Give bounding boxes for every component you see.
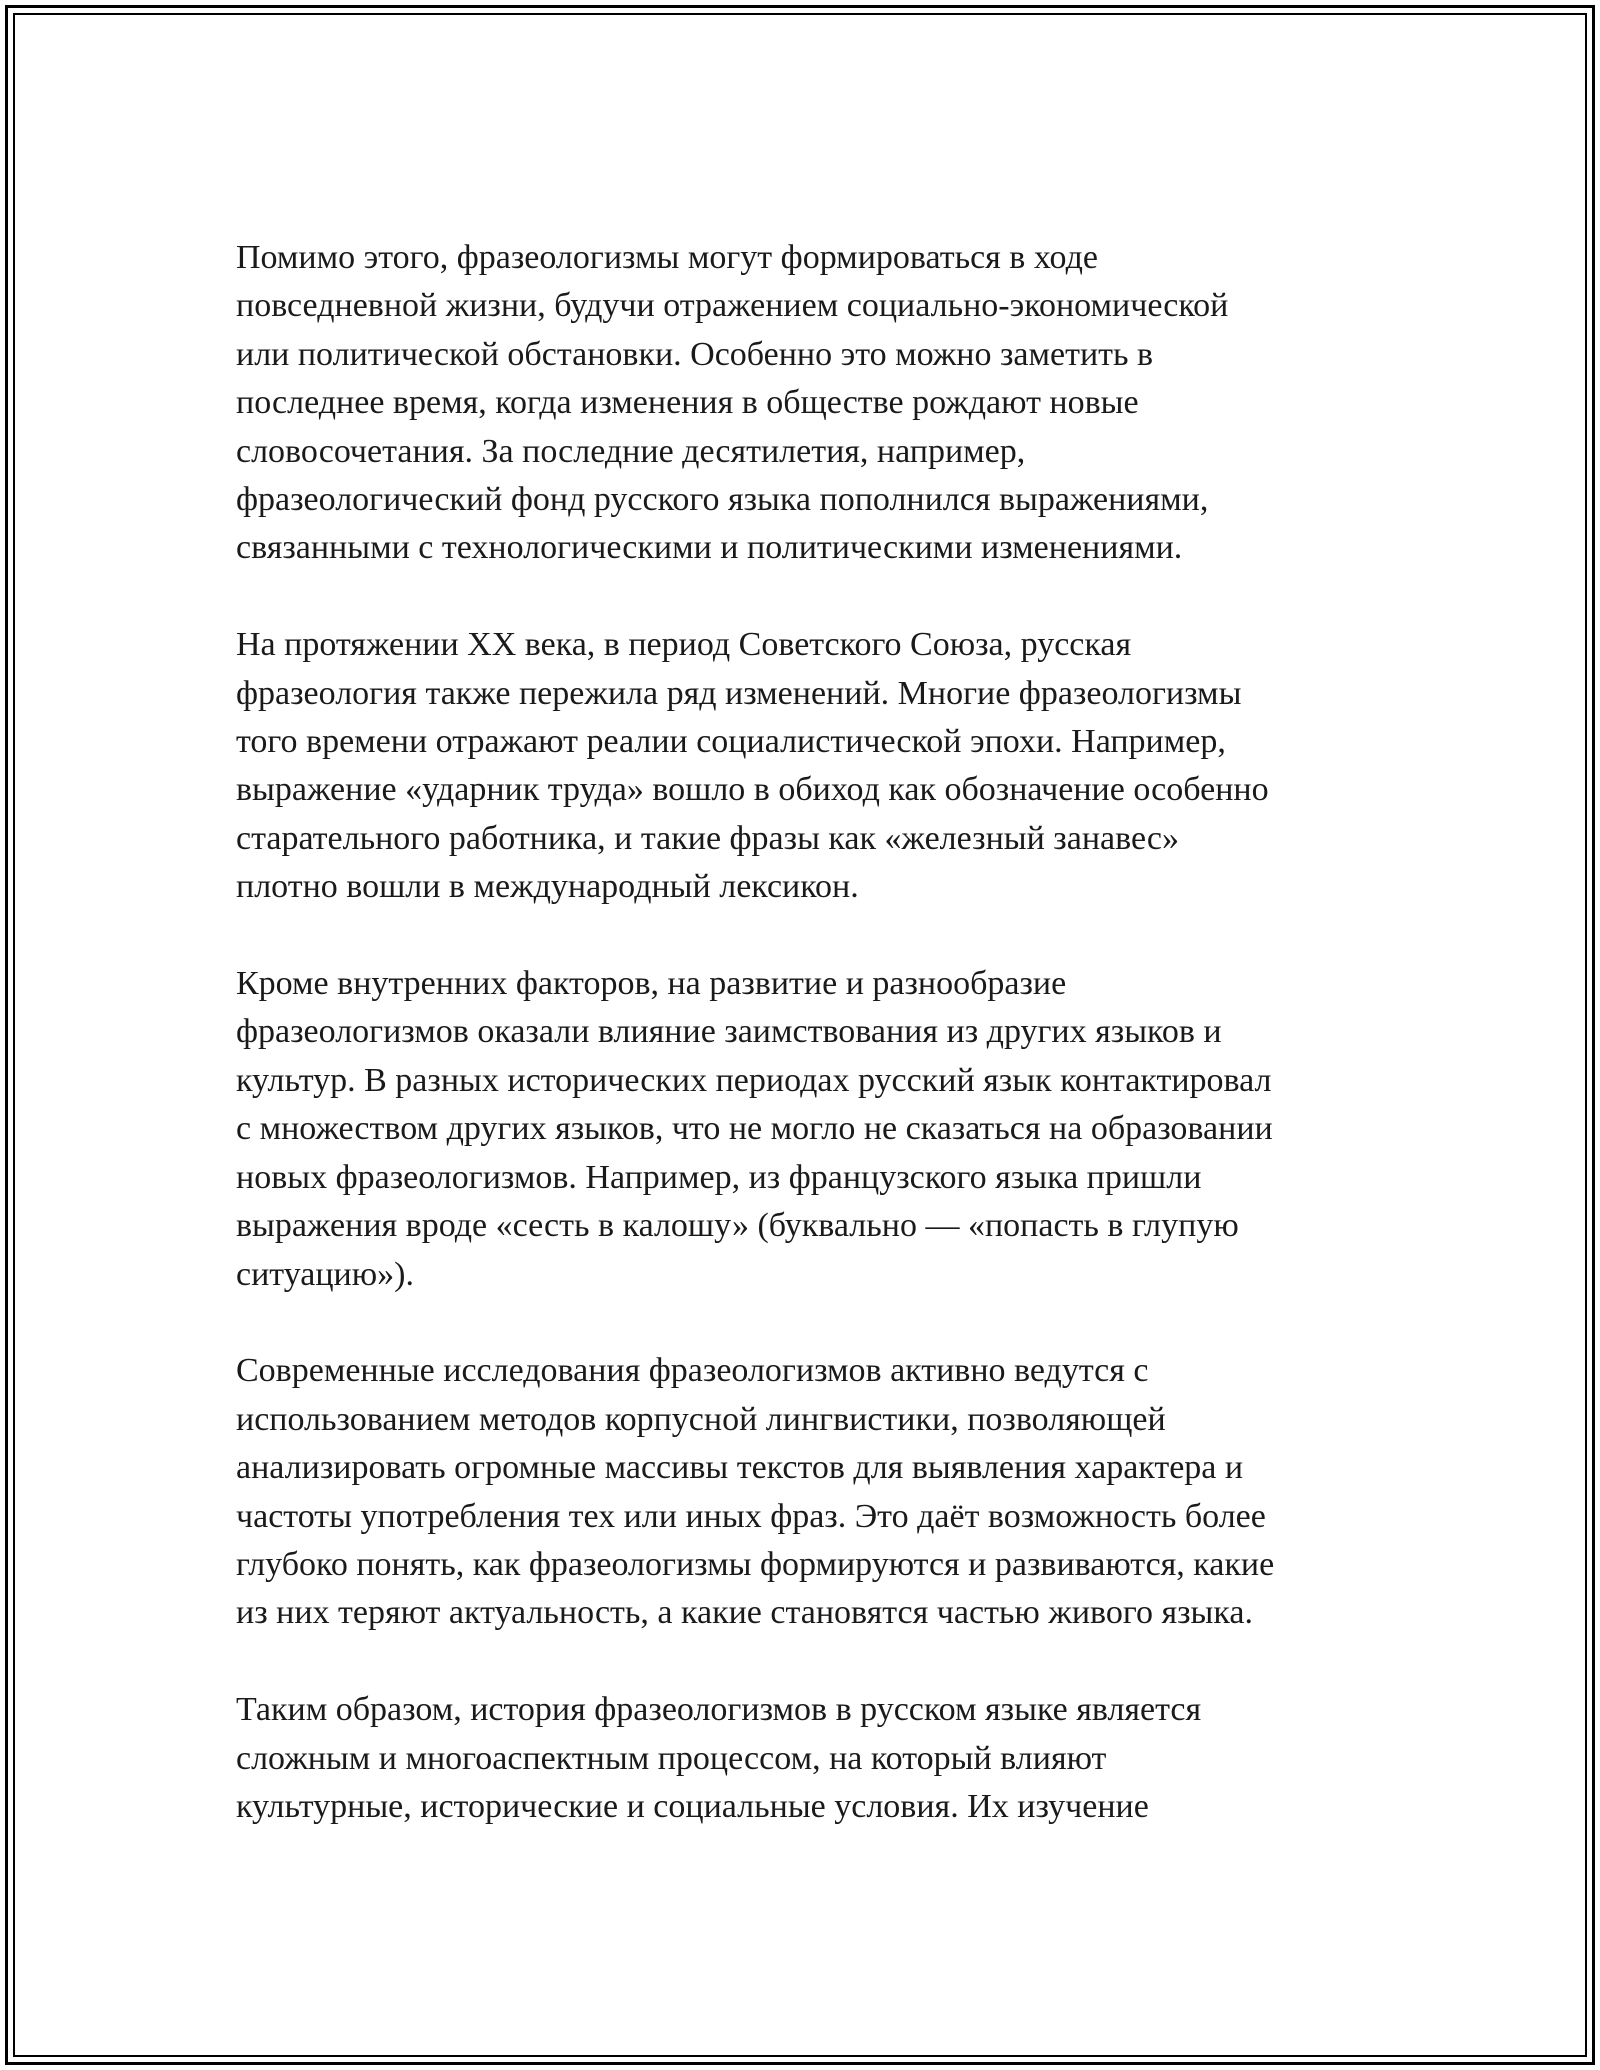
text-line: того времени отражают реалии социалистической эпохи. Например, — [236, 723, 1226, 761]
text-line: ситуацию»). — [236, 1255, 414, 1293]
text-line: Таким образом, история фразеологизмов в русском языке является — [236, 1691, 1202, 1729]
paragraph-3 — [236, 960, 1386, 1299]
document-body — [236, 234, 1386, 1880]
text-line: глубоко понять, как фразеологизмы формируются и развиваются, какие — [236, 1545, 1275, 1583]
paragraph-1 — [236, 234, 1386, 573]
text-line: анализировать огромные массивы текстов для выявления характера и — [236, 1449, 1244, 1487]
text-line: словосочетания. За последние десятилетия, например, — [236, 432, 1026, 470]
text-line: связанными с технологическими и политическими изменениями. — [236, 529, 1183, 567]
text-line: частоты употребления тех или иных фраз. Это даёт возможность более — [236, 1497, 1266, 1535]
text-line: из них теряют актуальность, а какие становятся частью живого языка. — [236, 1594, 1253, 1632]
text-line: последнее время, когда изменения в обществе рождают новые — [236, 384, 1139, 422]
text-line: новых фразеологизмов. Например, из французского языка пришли — [236, 1158, 1202, 1196]
text-line: Кроме внутренних факторов, на развитие и разнообразие — [236, 965, 1067, 1003]
text-line: плотно вошли в международный лексикон. — [236, 868, 859, 906]
text-line: культурные, исторические и социальные условия. Их изучение — [236, 1787, 1149, 1825]
text-line: или политической обстановки. Особенно это можно заметить в — [236, 335, 1154, 373]
text-line: На протяжении XX века, в период Советского Союза, русская — [236, 626, 1132, 664]
text-line: сложным и многоаспектным процессом, на который влияют — [236, 1739, 1107, 1777]
text-line: повседневной жизни, будучи отражением социально-экономической — [236, 287, 1229, 325]
text-line: фразеологизмов оказали влияние заимствования из других языков и — [236, 1013, 1222, 1051]
text-line: использованием методов корпусной лингвистики, позволяющей — [236, 1400, 1166, 1438]
paragraph-5 — [236, 1686, 1386, 1831]
paragraph-4 — [236, 1347, 1386, 1637]
text-line: фразеологический фонд русского языка пополнился выражениями, — [236, 481, 1209, 519]
text-line: старательного работника, и такие фразы как «железный занавес» — [236, 819, 1180, 857]
text-line: с множеством других языков, что не могло не сказаться на образовании — [236, 1110, 1273, 1148]
text-line: Современные исследования фразеологизмов активно ведутся с — [236, 1352, 1149, 1390]
text-line: выражение «ударник труда» вошло в обиход как обозначение особенно — [236, 771, 1269, 809]
text-line: фразеология также пережила ряд изменений. Многие фразеологизмы — [236, 674, 1242, 712]
text-line: Помимо этого, фразеологизмы могут формироваться в ходе — [236, 239, 1098, 276]
text-line: выражения вроде «сесть в калошу» (буквально — «попасть в глупую — [236, 1207, 1239, 1245]
text-line: культур. В разных исторических периодах русский язык контактировал — [236, 1061, 1272, 1099]
paragraph-2 — [236, 621, 1386, 911]
